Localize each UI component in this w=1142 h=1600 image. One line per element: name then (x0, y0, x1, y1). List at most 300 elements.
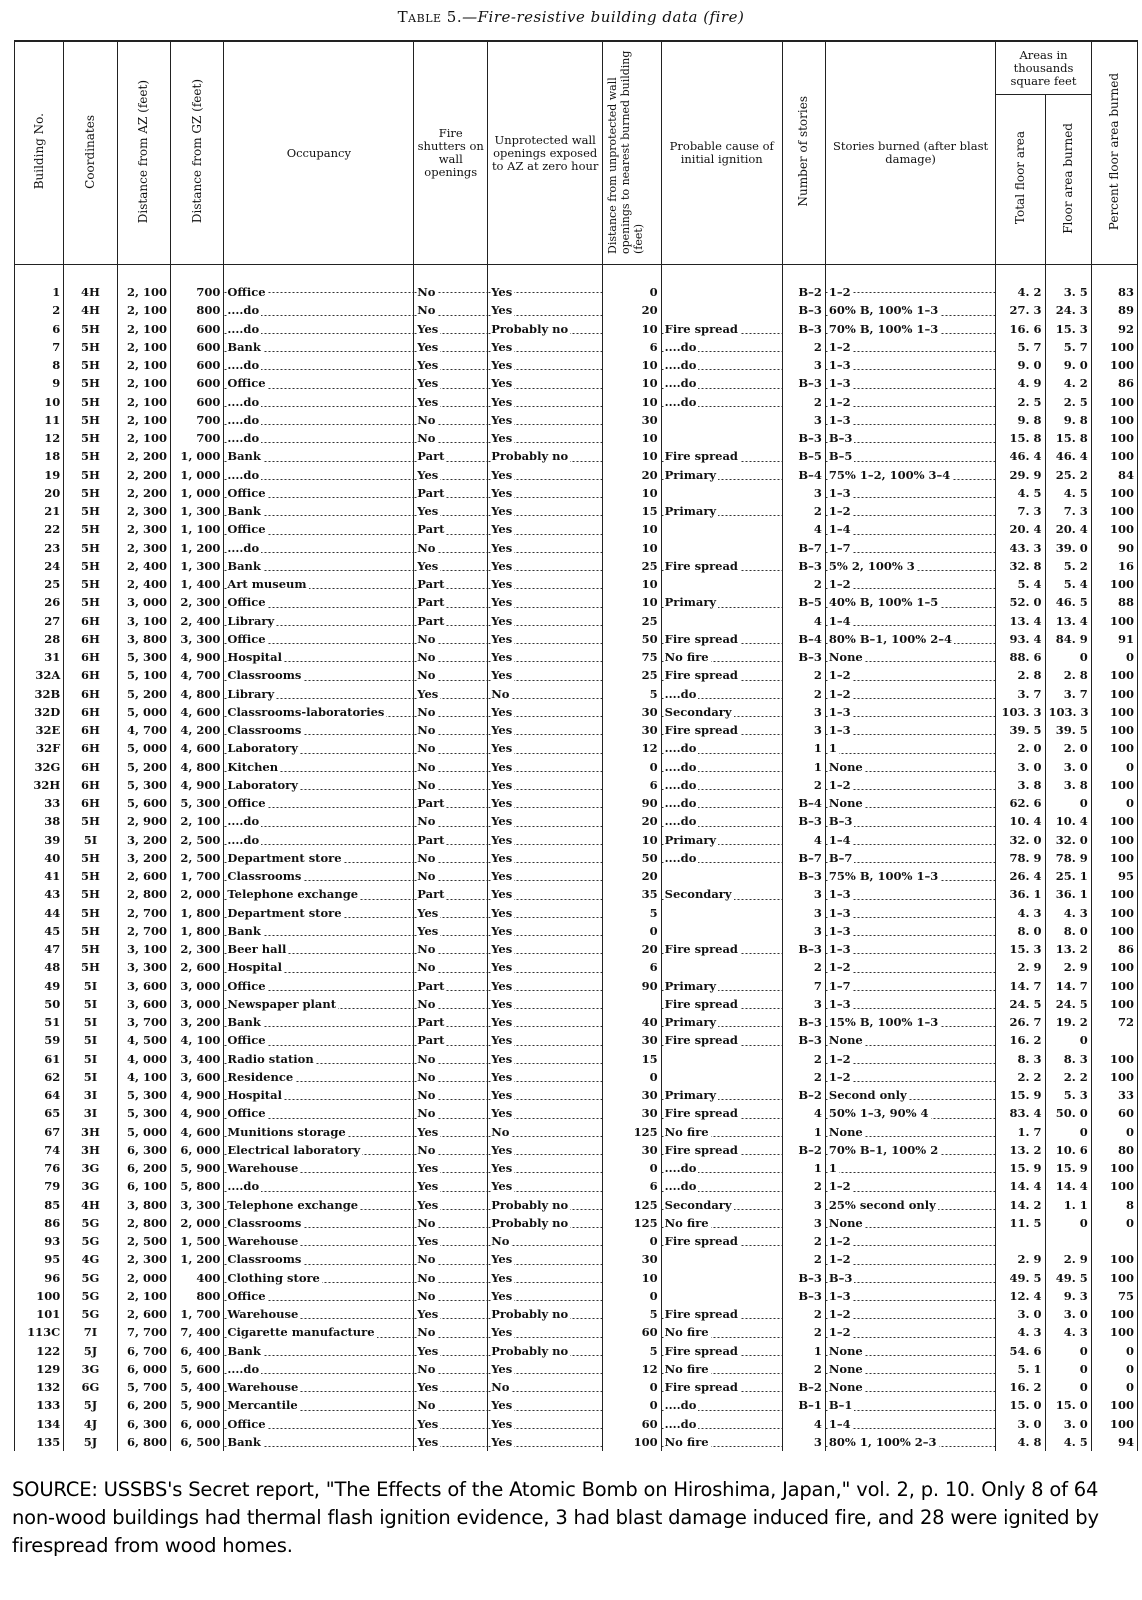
cell-building-no (15, 922, 64, 940)
cell-number-of-stories (782, 1159, 825, 1177)
coordinates-value: 5I (83, 832, 98, 847)
cell-building-no (15, 812, 64, 830)
distance-unprotected-value: 30 (641, 704, 658, 719)
probable-cause-value: Fire spread (664, 449, 738, 464)
cell-percent-burned (1091, 1086, 1137, 1104)
distance-az-value: 5, 300 (127, 1088, 168, 1103)
building-no-value: 113C (27, 1325, 61, 1340)
floor-area-burned-value: 39. 5 (1055, 723, 1088, 738)
probable-cause-value: ....do (664, 796, 697, 811)
probable-cause-value: No fire (664, 1361, 709, 1376)
cell-distance-gz (171, 776, 224, 794)
cell-percent-burned (1091, 758, 1137, 776)
cell-fire-shutters (414, 922, 488, 940)
distance-az-value: 2, 100 (127, 339, 168, 354)
fire-shutters-value: No (417, 777, 436, 792)
floor-area-burned-value: 1. 1 (1063, 1197, 1088, 1212)
fire-shutters-value: No (417, 759, 436, 774)
cell-distance-gz (171, 1433, 224, 1451)
cell-coordinates (64, 1196, 117, 1214)
cell-stories-burned (825, 776, 995, 794)
floor-area-burned-value: 4. 5 (1063, 1434, 1088, 1449)
cell-stories-burned (825, 1415, 995, 1433)
cell-number-of-stories (782, 849, 825, 867)
cell-fire-shutters (414, 1013, 488, 1031)
table-row (15, 977, 1138, 995)
number-of-stories-value: B–3 (798, 1270, 822, 1285)
probable-cause-value: Fire spread (664, 631, 738, 646)
cell-total-floor-area (996, 958, 1045, 976)
cell-unprotected-openings (488, 411, 603, 429)
cell-percent-burned (1091, 338, 1137, 356)
cell-distance-az (117, 1177, 170, 1195)
cell-unprotected-openings (488, 1269, 603, 1287)
cell-percent-burned (1091, 502, 1137, 520)
distance-gz-value: 4, 200 (180, 723, 221, 738)
total-floor-area-value: 10. 4 (1009, 814, 1042, 829)
cell-coordinates (64, 1396, 117, 1414)
cell-total-floor-area (996, 1360, 1045, 1378)
fire-shutters-value: Yes (417, 504, 439, 519)
cell-distance-unprotected (603, 411, 662, 429)
cell-distance-az (117, 958, 170, 976)
cell-floor-area-burned (1045, 831, 1091, 849)
cell-percent-burned (1091, 739, 1137, 757)
cell-floor-area-burned (1045, 1177, 1091, 1195)
probable-cause-value: ....do (664, 1161, 697, 1176)
number-of-stories-value: 1 (813, 1161, 822, 1176)
distance-unprotected-value: 0 (649, 1380, 658, 1395)
distance-az-value: 3, 200 (127, 832, 168, 847)
cell-percent-burned (1091, 977, 1137, 995)
cell-floor-area-burned (1045, 995, 1091, 1013)
probable-cause-value: ....do (664, 741, 697, 756)
unprotected-openings-value: Yes (491, 577, 513, 592)
cell-stories-burned (825, 502, 995, 520)
unprotected-openings-value: Yes (491, 467, 513, 482)
cell-probable-cause (661, 958, 782, 976)
fire-shutters-value: Yes (417, 467, 439, 482)
table-row (15, 612, 1138, 630)
occupancy-value: ....do (227, 303, 260, 318)
cell-probable-cause (661, 356, 782, 374)
header-coordinates: Coordinates (82, 114, 97, 189)
cell-unprotected-openings (488, 447, 603, 465)
cell-unprotected-openings (488, 393, 603, 411)
building-no-value: 85 (44, 1197, 61, 1212)
cell-percent-burned (1091, 411, 1137, 429)
floor-area-burned-value: 4. 2 (1063, 376, 1088, 391)
table-row (15, 630, 1138, 648)
distance-az-value: 2, 700 (127, 905, 168, 920)
distance-az-value: 7, 700 (127, 1325, 168, 1340)
cell-distance-az (117, 1196, 170, 1214)
cell-probable-cause (661, 794, 782, 812)
building-no-value: 96 (44, 1270, 61, 1285)
table-row (15, 703, 1138, 721)
cell-unprotected-openings (488, 1360, 603, 1378)
fire-shutters-value: No (417, 1106, 436, 1121)
cell-probable-cause (661, 721, 782, 739)
cell-distance-az (117, 1305, 170, 1323)
percent-burned-value: 100 (1109, 814, 1134, 829)
occupancy-value: Laboratory (227, 777, 298, 792)
coordinates-value: 5H (81, 942, 100, 957)
cell-floor-area-burned (1045, 1415, 1091, 1433)
distance-gz-value: 3, 600 (180, 1069, 221, 1084)
cell-probable-cause (661, 301, 782, 319)
cell-number-of-stories (782, 612, 825, 630)
cell-total-floor-area (996, 1123, 1045, 1141)
unprotected-openings-value: Yes (491, 1088, 513, 1103)
cell-distance-az (117, 1214, 170, 1232)
table-row (15, 1342, 1138, 1360)
cell-distance-az (117, 1342, 170, 1360)
cell-number-of-stories (782, 1141, 825, 1159)
cell-probable-cause (661, 1305, 782, 1323)
cell-number-of-stories (782, 666, 825, 684)
unprotected-openings-value: Probably no (491, 321, 569, 336)
coordinates-value: 5H (81, 869, 100, 884)
number-of-stories-value: B–2 (798, 1088, 822, 1103)
cell-probable-cause (661, 265, 782, 302)
distance-az-value: 6, 300 (127, 1416, 168, 1431)
cell-fire-shutters (414, 1159, 488, 1177)
cell-probable-cause (661, 502, 782, 520)
distance-gz-value: 2, 400 (180, 613, 221, 628)
cell-coordinates (64, 411, 117, 429)
cell-probable-cause (661, 1342, 782, 1360)
distance-gz-value: 2, 300 (180, 942, 221, 957)
stories-burned-value: 1–7 (828, 540, 851, 555)
fire-shutters-value: No (417, 650, 436, 665)
cell-number-of-stories (782, 502, 825, 520)
cell-coordinates (64, 374, 117, 392)
cell-probable-cause (661, 429, 782, 447)
cell-number-of-stories (782, 904, 825, 922)
distance-gz-value: 800 (196, 303, 221, 318)
cell-total-floor-area (996, 1378, 1045, 1396)
total-floor-area-value: 26. 7 (1009, 1015, 1042, 1030)
coordinates-value: 3G (81, 1161, 100, 1176)
cell-distance-unprotected (603, 1396, 662, 1414)
cell-stories-burned (825, 849, 995, 867)
unprotected-openings-value: Yes (491, 650, 513, 665)
cell-number-of-stories (782, 1031, 825, 1049)
header-occupancy: Occupancy (224, 41, 414, 265)
cell-distance-az (117, 575, 170, 593)
cell-occupancy (224, 338, 414, 356)
cell-fire-shutters (414, 374, 488, 392)
cell-number-of-stories (782, 1287, 825, 1305)
distance-unprotected-value: 10 (641, 485, 658, 500)
cell-distance-gz (171, 1415, 224, 1433)
cell-occupancy (224, 557, 414, 575)
header-stories-burned: Stories burned (after blast damage) (825, 41, 995, 265)
cell-total-floor-area (996, 301, 1045, 319)
stories-burned-value: 1–3 (828, 723, 851, 738)
cell-unprotected-openings (488, 721, 603, 739)
cell-floor-area-burned (1045, 447, 1091, 465)
cell-floor-area-burned (1045, 411, 1091, 429)
building-no-value: 9 (52, 376, 61, 391)
distance-gz-value: 4, 900 (180, 777, 221, 792)
percent-burned-value: 80 (1117, 1142, 1134, 1157)
cell-occupancy (224, 1123, 414, 1141)
total-floor-area-value: 3. 0 (1017, 759, 1042, 774)
building-no-value: 79 (44, 1179, 61, 1194)
cell-coordinates (64, 429, 117, 447)
stories-burned-value: 1–2 (828, 1325, 851, 1340)
cell-coordinates (64, 904, 117, 922)
distance-az-value: 5, 300 (127, 650, 168, 665)
cell-fire-shutters (414, 703, 488, 721)
percent-burned-value: 100 (1109, 485, 1134, 500)
cell-total-floor-area (996, 849, 1045, 867)
building-no-value: 101 (36, 1307, 61, 1322)
total-floor-area-value: 27. 3 (1009, 303, 1042, 318)
cell-floor-area-burned (1045, 1305, 1091, 1323)
cell-stories-burned (825, 612, 995, 630)
occupancy-value: Classrooms (227, 1215, 302, 1230)
distance-gz-value: 1, 700 (180, 869, 221, 884)
occupancy-value: Department store (227, 905, 342, 920)
cell-building-no (15, 721, 64, 739)
cell-occupancy (224, 794, 414, 812)
unprotected-openings-value: No (491, 1234, 510, 1249)
cell-occupancy (224, 739, 414, 757)
cell-distance-unprotected (603, 338, 662, 356)
distance-az-value: 6, 200 (127, 1161, 168, 1176)
cell-building-no (15, 885, 64, 903)
cell-unprotected-openings (488, 831, 603, 849)
total-floor-area-value: 9. 0 (1017, 358, 1042, 373)
cell-coordinates (64, 849, 117, 867)
cell-stories-burned (825, 1177, 995, 1195)
cell-fire-shutters (414, 758, 488, 776)
distance-az-value: 5, 000 (127, 741, 168, 756)
distance-az-value: 2, 300 (127, 522, 168, 537)
distance-gz-value: 3, 200 (180, 1015, 221, 1030)
distance-unprotected-value: 125 (633, 1124, 658, 1139)
cell-occupancy (224, 1305, 414, 1323)
cell-probable-cause (661, 1196, 782, 1214)
unprotected-openings-value: Yes (491, 759, 513, 774)
distance-unprotected-value: 10 (641, 321, 658, 336)
cell-distance-gz (171, 502, 224, 520)
cell-distance-az (117, 721, 170, 739)
number-of-stories-value: B–3 (798, 321, 822, 336)
cell-stories-burned (825, 1232, 995, 1250)
coordinates-value: 6H (81, 686, 100, 701)
unprotected-openings-value: Probably no (491, 1215, 569, 1230)
fire-shutters-value: No (417, 996, 436, 1011)
cell-unprotected-openings (488, 520, 603, 538)
total-floor-area-value: 15. 9 (1009, 1161, 1042, 1176)
number-of-stories-value: 1 (813, 759, 822, 774)
total-floor-area-value: 12. 4 (1009, 1288, 1042, 1303)
table-label: Table 5. (397, 8, 463, 26)
cell-building-no (15, 356, 64, 374)
cell-distance-gz (171, 356, 224, 374)
cell-number-of-stories (782, 1232, 825, 1250)
cell-probable-cause (661, 904, 782, 922)
coordinates-value: 6H (81, 631, 100, 646)
cell-distance-unprotected (603, 1050, 662, 1068)
coordinates-value: 6H (81, 704, 100, 719)
cell-distance-unprotected (603, 575, 662, 593)
distance-gz-value: 4, 800 (180, 759, 221, 774)
cell-floor-area-burned (1045, 1232, 1091, 1250)
table-row (15, 940, 1138, 958)
cell-occupancy (224, 593, 414, 611)
occupancy-value: ....do (227, 321, 260, 336)
distance-az-value: 2, 600 (127, 1307, 168, 1322)
distance-unprotected-value: 5 (649, 686, 658, 701)
cell-total-floor-area (996, 922, 1045, 940)
cell-occupancy (224, 703, 414, 721)
total-floor-area-value: 36. 1 (1009, 887, 1042, 902)
distance-unprotected-value: 15 (641, 1051, 658, 1066)
table-subtitle: —Fire-resistive building data (fire) (462, 8, 745, 26)
cell-distance-az (117, 648, 170, 666)
building-no-value: 22 (44, 522, 61, 537)
cell-total-floor-area (996, 356, 1045, 374)
cell-distance-unprotected (603, 1415, 662, 1433)
cell-distance-gz (171, 1013, 224, 1031)
cell-distance-gz (171, 1214, 224, 1232)
cell-percent-burned (1091, 721, 1137, 739)
cell-coordinates (64, 320, 117, 338)
stories-burned-value: 1–3 (828, 376, 851, 391)
number-of-stories-value: 2 (813, 394, 822, 409)
cell-probable-cause (661, 940, 782, 958)
cell-stories-burned (825, 977, 995, 995)
cell-distance-gz (171, 447, 224, 465)
total-floor-area-value: 24. 5 (1009, 996, 1042, 1011)
cell-building-no (15, 447, 64, 465)
cell-total-floor-area (996, 1068, 1045, 1086)
distance-az-value: 3, 300 (127, 960, 168, 975)
fire-shutters-value: Yes (417, 905, 439, 920)
cell-number-of-stories (782, 958, 825, 976)
distance-gz-value: 700 (196, 285, 221, 300)
cell-distance-gz (171, 539, 224, 557)
occupancy-value: Cigarette manufacture (227, 1325, 375, 1340)
number-of-stories-value: B–1 (798, 1398, 822, 1413)
cell-floor-area-burned (1045, 758, 1091, 776)
cell-unprotected-openings (488, 301, 603, 319)
cell-distance-gz (171, 666, 224, 684)
cell-number-of-stories (782, 1123, 825, 1141)
cell-fire-shutters (414, 977, 488, 995)
occupancy-value: Classrooms (227, 1252, 302, 1267)
cell-fire-shutters (414, 867, 488, 885)
number-of-stories-value: B–5 (798, 449, 822, 464)
cell-fire-shutters (414, 1269, 488, 1287)
cell-distance-az (117, 1360, 170, 1378)
percent-burned-value: 100 (1109, 960, 1134, 975)
cell-percent-burned (1091, 958, 1137, 976)
distance-unprotected-value: 30 (641, 1142, 658, 1157)
building-no-value: 38 (44, 814, 61, 829)
fire-shutters-value: No (417, 412, 436, 427)
cell-percent-burned (1091, 1415, 1137, 1433)
stories-burned-value: 1–2 (828, 1179, 851, 1194)
distance-unprotected-value: 40 (641, 1015, 658, 1030)
number-of-stories-value: 1 (813, 1343, 822, 1358)
stories-burned-value: 1–3 (828, 905, 851, 920)
cell-fire-shutters (414, 995, 488, 1013)
cell-coordinates (64, 1031, 117, 1049)
percent-burned-value: 0 (1125, 1361, 1134, 1376)
floor-area-burned-value: 2. 2 (1063, 1069, 1088, 1084)
probable-cause-value: Fire spread (664, 1033, 738, 1048)
table-row (15, 995, 1138, 1013)
distance-unprotected-value: 75 (641, 650, 658, 665)
cell-unprotected-openings (488, 666, 603, 684)
fire-shutters-value: Yes (417, 1380, 439, 1395)
cell-stories-burned (825, 1287, 995, 1305)
unprotected-openings-value: Yes (491, 1270, 513, 1285)
cell-occupancy (224, 1141, 414, 1159)
cell-distance-az (117, 1323, 170, 1341)
total-floor-area-value: 3. 0 (1017, 1416, 1042, 1431)
percent-burned-value: 0 (1125, 1215, 1134, 1230)
cell-distance-unprotected (603, 1031, 662, 1049)
cell-percent-burned (1091, 447, 1137, 465)
cell-distance-gz (171, 831, 224, 849)
cell-floor-area-burned (1045, 593, 1091, 611)
cell-probable-cause (661, 685, 782, 703)
distance-gz-value: 3, 000 (180, 996, 221, 1011)
cell-fire-shutters (414, 466, 488, 484)
distance-az-value: 5, 000 (127, 1124, 168, 1139)
cell-building-no (15, 758, 64, 776)
cell-stories-burned (825, 1123, 995, 1141)
occupancy-value: Telephone exchange (227, 887, 359, 902)
cell-unprotected-openings (488, 356, 603, 374)
cell-coordinates (64, 301, 117, 319)
floor-area-burned-value: 0 (1079, 1124, 1088, 1139)
cell-distance-az (117, 1396, 170, 1414)
number-of-stories-value: 2 (813, 1325, 822, 1340)
number-of-stories-value: B–2 (798, 1380, 822, 1395)
number-of-stories-value: B–2 (798, 1142, 822, 1157)
coordinates-value: 6H (81, 741, 100, 756)
distance-gz-value: 800 (196, 1288, 221, 1303)
cell-probable-cause (661, 1360, 782, 1378)
cell-total-floor-area (996, 630, 1045, 648)
stories-burned-value: None (828, 1380, 863, 1395)
cell-distance-az (117, 557, 170, 575)
cell-floor-area-burned (1045, 721, 1091, 739)
distance-az-value: 3, 700 (127, 1015, 168, 1030)
cell-percent-burned (1091, 484, 1137, 502)
cell-distance-unprotected (603, 922, 662, 940)
cell-floor-area-burned (1045, 484, 1091, 502)
coordinates-value: 5H (81, 394, 100, 409)
distance-unprotected-value: 0 (649, 759, 658, 774)
distance-az-value: 2, 100 (127, 431, 168, 446)
building-no-value: 23 (44, 540, 61, 555)
distance-unprotected-value: 30 (641, 1106, 658, 1121)
unprotected-openings-value: Yes (491, 1161, 513, 1176)
coordinates-value: 5J (83, 1343, 98, 1358)
probable-cause-value: Primary (664, 978, 717, 993)
cell-distance-gz (171, 265, 224, 302)
cell-number-of-stories (782, 265, 825, 302)
